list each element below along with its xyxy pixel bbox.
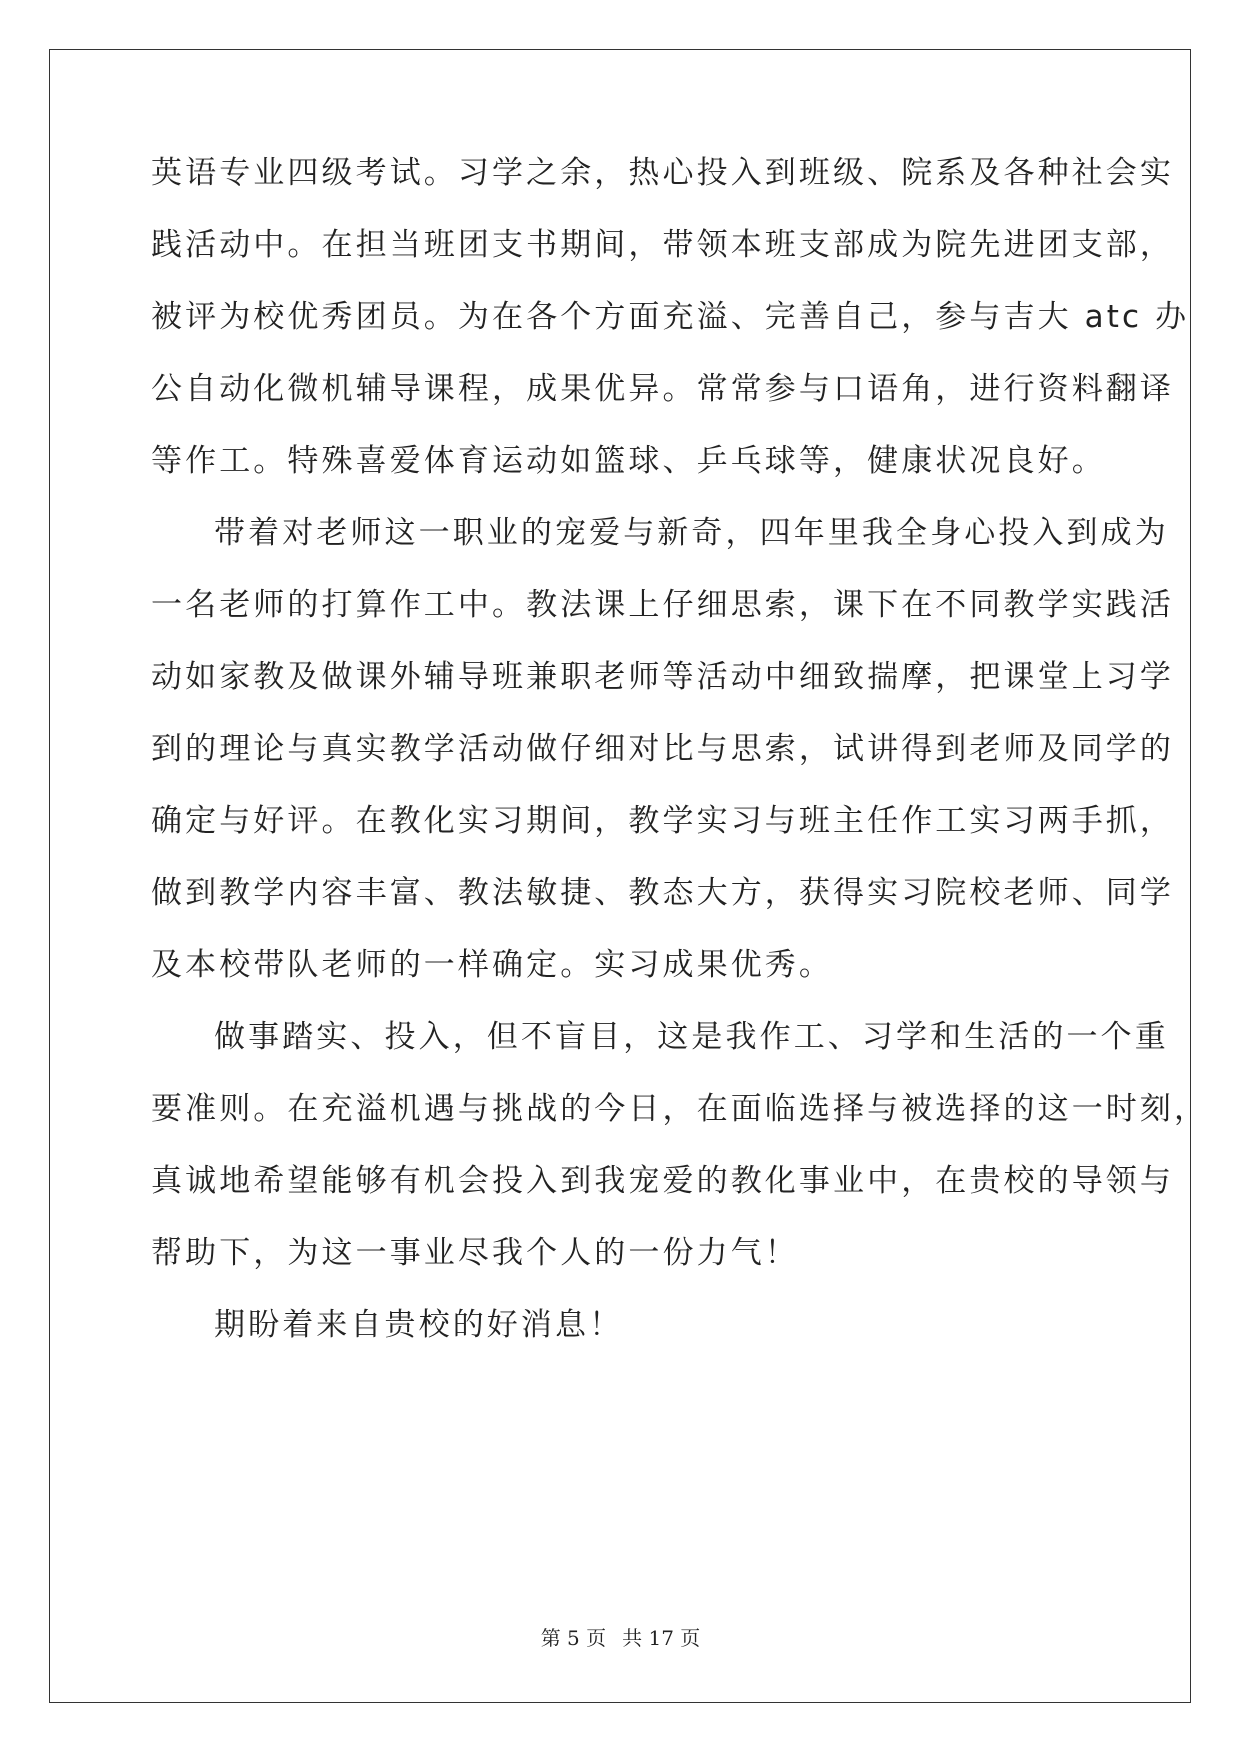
text-line: 公自动化微机辅导课程，成果优异。常常参与口语角，进行资料翻译 (151, 371, 1174, 407)
page-total: 共 17 页 (622, 1626, 701, 1650)
page-number: 第 5 页 (540, 1626, 607, 1650)
text-line: 要准则。在充溢机遇与挑战的今日，在面临选择与被选择的这一时刻， (151, 1091, 1209, 1127)
text-line: 做到教学内容丰富、教法敏捷、教态大方，获得实习院校老师、同学 (151, 875, 1174, 911)
text-line: 到的理论与真实教学活动做仔细对比与思索，试讲得到老师及同学的 (151, 731, 1174, 767)
text-line: 英语专业四级考试。习学之余，热心投入到班级、院系及各种社会实 (151, 155, 1174, 191)
text-line: 及本校带队老师的一样确定。实习成果优秀。 (151, 947, 833, 983)
text-line: 践活动中。在担当班团支书期间，带领本班支部成为院先进团支部， (151, 227, 1174, 263)
page-footer (0, 1625, 1241, 1651)
text-line: 帮助下，为这一事业尽我个人的一份力气！ (151, 1235, 799, 1271)
text-line: 被评为校优秀团员。为在各个方面充溢、完善自己，参与吉大 atc 办 (151, 299, 1190, 335)
text-line: 等作工。特殊喜爱体育运动如篮球、乒乓球等，健康状况良好。 (151, 443, 1106, 479)
text-line: 一名老师的打算作工中。教法课上仔细思索，课下在不同教学实践活 (151, 587, 1174, 623)
paragraph-first-line: 期盼着来自贵校的好消息！ (214, 1307, 624, 1343)
text-line: 真诚地希望能够有机会投入到我宠爱的教化事业中，在贵校的导领与 (151, 1163, 1174, 1199)
paragraph-first-line: 带着对老师这一职业的宠爱与新奇，四年里我全身心投入到成为 (214, 515, 1169, 551)
text-line: 动如家教及做课外辅导班兼职老师等活动中细致揣摩，把课堂上习学 (151, 659, 1174, 695)
paragraph-first-line: 做事踏实、投入，但不盲目，这是我作工、习学和生活的一个重 (214, 1019, 1169, 1055)
text-line: 确定与好评。在教化实习期间，教学实习与班主任作工实习两手抓， (151, 803, 1174, 839)
